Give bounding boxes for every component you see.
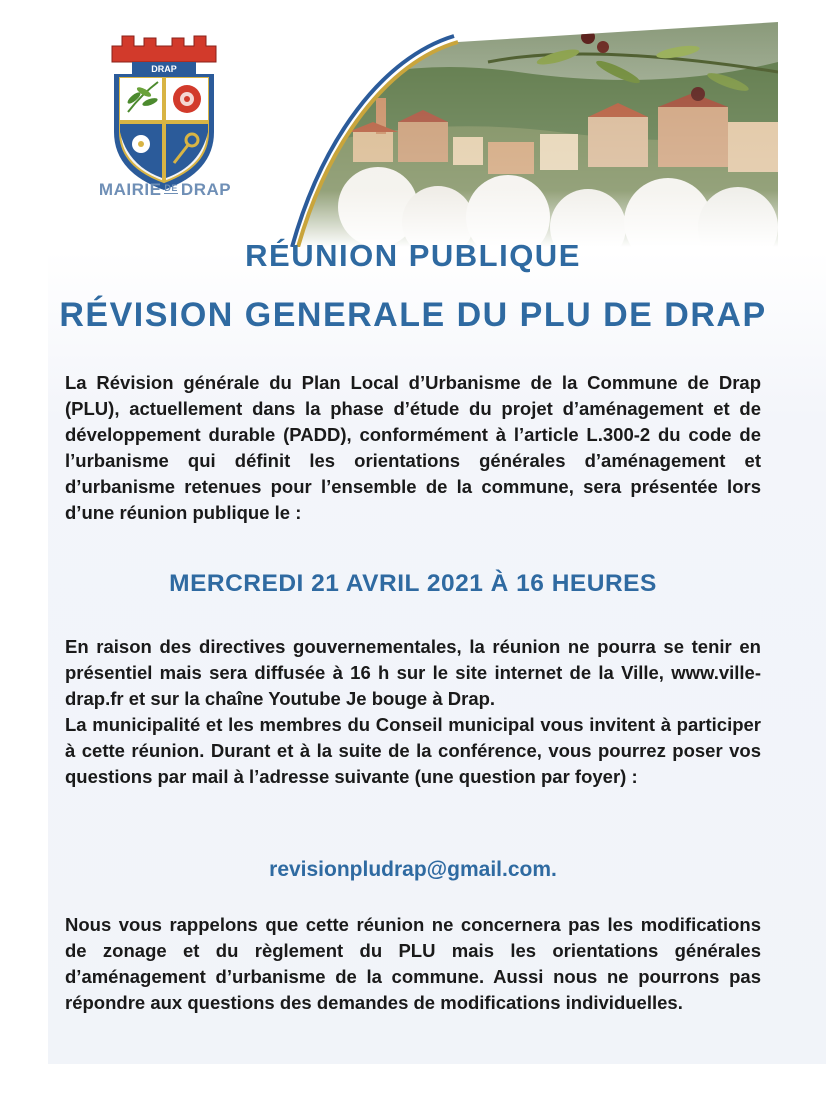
reminder-paragraph: Nous vous rappelons que cette réunion ne concernera pas les modifications de zonage et du règlement du PLU mais les orientations générales d’aménagement d’urbanisme de la commune. Aussi nous ne pourrons pas répondre aux questions des demandes de modifications individuelles. (65, 914, 761, 1013)
crest-banner-text: DRAP (151, 64, 177, 74)
page-subtitle: RÉVISION GENERALE DU PLU DE DRAP (59, 296, 767, 334)
drap-crest-logo (106, 32, 222, 202)
village-olive-photo (258, 22, 778, 247)
mairie-de-drap-wordmark (90, 180, 240, 200)
flyer-page (48, 22, 826, 1064)
mairie-drap: DRAP (180, 180, 232, 199)
broadcast-paragraph: En raison des directives gouvernementales, la réunion ne pourra se tenir en présentiel mais sera diffusée à 16 h sur le site internet de la Ville, www.ville-drap.fr et sur la chaîne Youtube Je bouge à Drap. (65, 636, 761, 709)
invite-paragraph: La municipalité et les membres du Conseil municipal vous invitent à participer à cette réunion. Durant et à la suite de la conférence, vous pourrez poser vos questions par mail à l’adresse suivante (une question par foyer) : (65, 714, 761, 787)
details-block (65, 634, 761, 790)
mairie-de: DE (164, 183, 178, 193)
intro-paragraph: La Révision générale du Plan Local d’Urbanisme de la Commune de Drap (PLU), actuellement dans la phase d’étude du projet d’aménagement et de développement durable (PADD), conformément à l’article L.300-2 du code de l’urbanisme qui définit les orientations générales d’aménagement et d’urbanisme retenues pour l’ensemble de la commune, sera présentée lors d’une réunion publique le : (65, 372, 761, 523)
mairie-word: MAIRIE (98, 180, 162, 199)
meeting-date: MERCREDI 21 AVRIL 2021 À 16 HEURES (169, 570, 657, 597)
contact-email-link[interactable]: revisionpludrap@gmail.com. (269, 858, 557, 881)
page-title: RÉUNION PUBLIQUE (245, 238, 581, 273)
